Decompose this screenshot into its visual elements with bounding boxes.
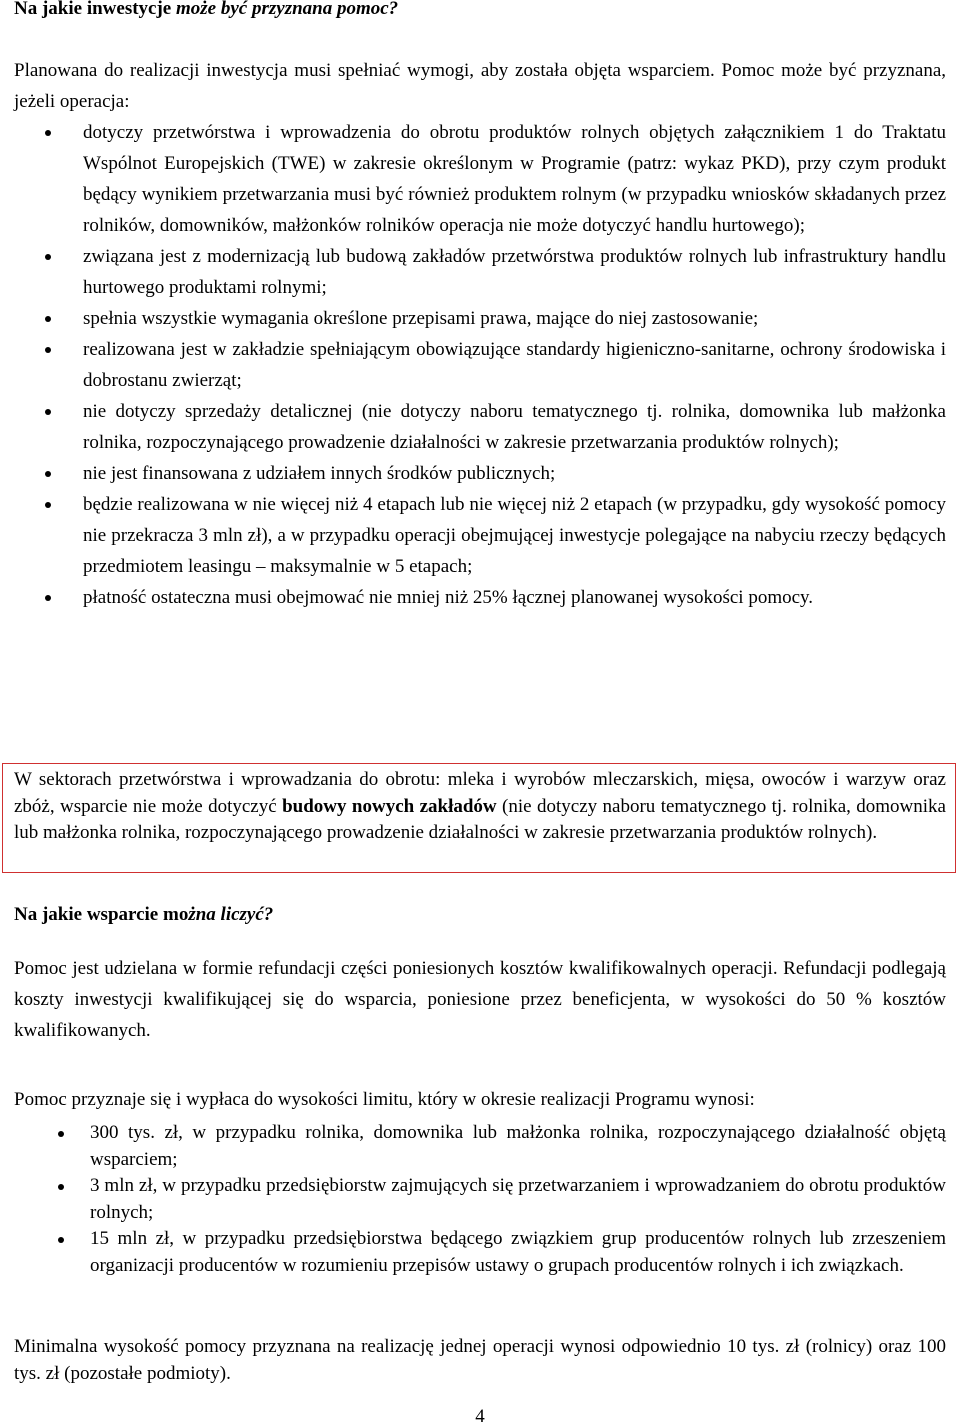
notice-text-before: W sektorach przetwórstwa i wprowadzania do obrotu: mleka i wyrobów mleczarskich, mięsa, owoców i warzyw oraz zbóż, wsparcie nie może dotyczyć	[14, 769, 946, 817]
heading-support	[14, 903, 273, 927]
limits-list	[90, 1120, 946, 1279]
condition-item: spełnia wszystkie wymagania określone przepisami prawa, mające do niej zastosowanie;	[83, 303, 946, 334]
condition-item: związana jest z modernizacją lub budową zakładów przetwórstwa produktów rolnych lub infrastruktury handlu hurtowego produktami rolnymi;	[83, 241, 946, 303]
intro-paragraph: Planowana do realizacji inwestycja musi spełniać wymogi, aby została objęta wsparciem. Pomoc może być przyznana, jeżeli operacja:	[14, 60, 946, 112]
condition-item: płatność ostateczna musi obejmować nie mniej niż 25% łącznej planowanej wysokości pomocy.	[83, 582, 946, 613]
condition-item: dotyczy przetwórstwa i wprowadzenia do obrotu produktów rolnych objętych załącznikiem 1 do Traktatu Wspólnot Europejskich (TWE) w zakresie określonym w Programie (patrz: wykaz PKD), przy czym produkt będący wynikiem przetwarzania musi być również produktem rolnym (w przypadku wniosków składanych przez rolników, domowników, małżonków rolników operacja nie może dotyczyć handlu hurtowego);	[83, 117, 946, 241]
heading-investments	[14, 0, 398, 21]
heading-investments-italic: może być przyznana pomoc?	[176, 0, 399, 19]
limit-intro-paragraph: Pomoc przyznaje się i wypłaca do wysokości limitu, który w okresie realizacji Programu wynosi:	[14, 1089, 755, 1110]
notice-text-bold: budowy nowych zakładów	[282, 795, 497, 817]
heading-support-italic: żna liczyć?	[188, 904, 274, 925]
condition-item: realizowana jest w zakładzie spełniającym obowiązujące standardy higieniczno-sanitarne, ochrony środowiska i dobrostanu zwierząt;	[83, 334, 946, 396]
heading-support-normal: Na jakie wsparcie mo	[14, 904, 189, 925]
support-paragraph: Pomoc jest udzielana w formie refundacji części poniesionych kosztów kwalifikowalnych operacji. Refundacji podlegają koszty inwestycji kwalifikującej się do wsparcia, poniesione przez beneficjenta, w wysokości do 50 % kosztów kwalifikowanych.	[14, 958, 946, 1041]
conditions-list	[83, 117, 946, 613]
notice-text	[14, 767, 946, 847]
condition-item: będzie realizowana w nie więcej niż 4 etapach lub nie więcej niż 2 etapach (w przypadku, gdy wysokość pomocy nie przekracza 3 mln zł), a w przypadku operacji obejmującej inwestycje polegające na nabyciu rzeczy będących przedmiotem leasingu – maksymalnie w 5 etapach;	[83, 489, 946, 582]
condition-item: nie jest finansowana z udziałem innych środków publicznych;	[83, 458, 946, 489]
minimum-paragraph: Minimalna wysokość pomocy przyznana na realizację jednej operacji wynosi odpowiednio 10 tys. zł (rolnicy) oraz 100 tys. zł (pozostałe podmioty).	[14, 1336, 946, 1384]
page-number: 4	[475, 1406, 485, 1427]
heading-investments-normal: Na jakie inwestycje	[14, 0, 176, 19]
notice-text-after: (nie dotyczy naboru tematycznego tj. rolnika, domownika lub małżonka rolnika, rozpoczynającego prowadzenie działalności w zakresie przetwarzania produktów rolnych).	[14, 795, 946, 843]
condition-item: nie dotyczy sprzedaży detalicznej (nie dotyczy naboru tematycznego tj. rolnika, domownika lub małżonka rolnika, rozpoczynającego prowadzenie działalności w zakresie przetwarzania produktów rolnych);	[83, 396, 946, 458]
limit-item: 15 mln zł, w przypadku przedsiębiorstwa będącego związkiem grup producentów rolnych lub zrzeszeniem organizacji producentów w rozumieniu przepisów ustawy o grupach producentów rolnych i ich związkach.	[90, 1226, 946, 1279]
limit-item: 3 mln zł, w przypadku przedsiębiorstw zajmujących się przetwarzaniem i wprowadzaniem do obrotu produktów rolnych;	[90, 1173, 946, 1226]
limit-item: 300 tys. zł, w przypadku rolnika, domownika lub małżonka rolnika, rozpoczynającego działalność objętą wsparciem;	[90, 1120, 946, 1173]
